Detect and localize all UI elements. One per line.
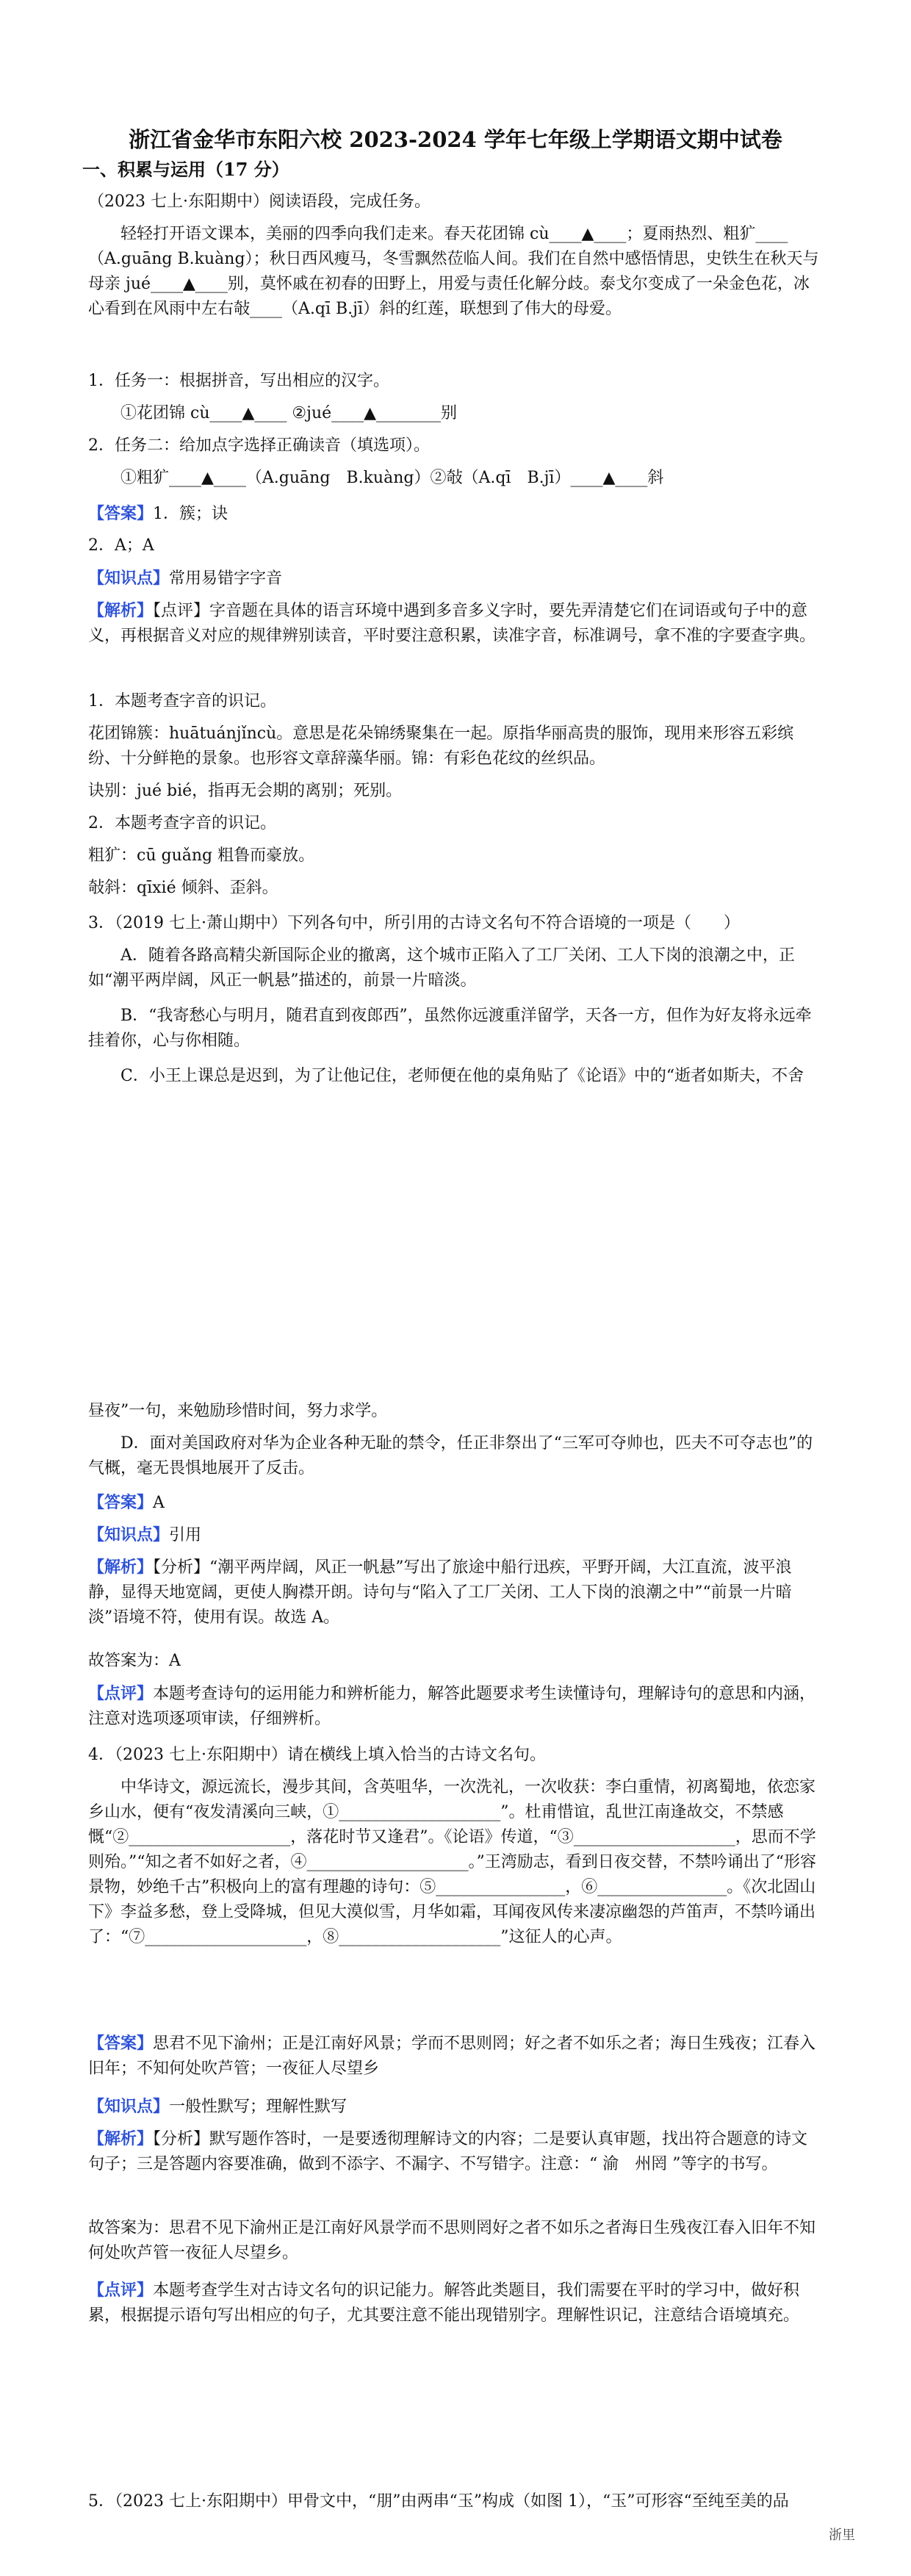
q4-final: 故答案为：思君不见下渝州正是江南好风景学而不思则罔好之者不如乐之者海日生残夜江春入旧年不知何处吹芦管一夜征人尽望乡。: [88, 2219, 816, 2262]
q1-task2: 2．任务二：给加点字选择正确读音（填选项）。: [88, 436, 430, 455]
q3-answer: [88, 1490, 823, 1516]
knowledge-text: 常用易错字字音: [169, 569, 283, 588]
knowledge-text: 一般性默写；理解性默写: [169, 2098, 348, 2116]
knowledge-tag: 【知识点】: [88, 2097, 170, 2116]
answer-text: 思君不见下渝州；正是江南好风景；学而不思则罔；好之者不如乐之者；海日生残夜；江春入旧年；不知何处吹芦管；一夜征人尽望乡: [88, 2034, 816, 2078]
q3-analysis: [88, 1555, 823, 1630]
q3-option-a: A．随着各路高精尖新国际企业的撤离，这个城市正陷入了工厂关闭、工人下岗的浪潮之中，正如“潮平两岸阔，风正一帆悬”描述的，前景一片暗淡。: [88, 946, 795, 990]
q4-passage: 中华诗文，源远流长，漫步其间，含英咀华，一次洗礼，一次收获：李白重情，初离蜀地，依恋家乡山水，便有“夜发清溪向三峡，①____________________”。杜甫惜谊，乱世江南逢故交，不禁感慨“②____________________，落花时节又逢君”。《论语》传道，“③____________________，思而不学则殆。”“知之者不如好之者，④____________________。”王湾励志，看到日夜交替，不禁吟诵出了“形容景物，妙绝千古”积极向上的富有理趣的诗句：⑤________________，⑥________________。《次北固山下》李益多愁，登上受降城，但见大漠似雪，月华如霜，耳闻夜风传来凄凉幽怨的芦笛声，不禁吟诵出了：“⑦____________________，⑧____________________”这征人的心声。: [88, 1778, 816, 1946]
q1-task1-items: ①花团锦 cù____▲____ ②jué____▲________别: [120, 404, 458, 422]
q1-a2-title: 2．本题考查字音的识记。: [88, 814, 276, 832]
answer-tag: 【答案】: [88, 1493, 154, 1512]
q3-final: 故答案为：A: [88, 1652, 181, 1670]
q1-a1-line1: 花团锦簇：huātuánjǐncù。意思是花朵锦绣聚集在一起。原指华丽高贵的服饰，现用来形容五彩缤纷、十分鲜艳的景象。也形容文章辞藻华丽。锦：有彩色花纹的丝织品。: [88, 724, 794, 768]
knowledge-text: 引用: [169, 1526, 202, 1544]
analysis-text: 【点评】字音题在具体的语言环境中遇到多音多义字时，要先弄清楚它们在词语或句子中的意义，再根据音义对应的规律辨别读音，平时要注意积累，读准字音，标准调号，拿不准的字要查字典。: [88, 602, 816, 645]
q1-analysis: [88, 598, 823, 649]
analysis-tag: 【解析】: [88, 601, 154, 620]
q4-analysis: [88, 2126, 823, 2177]
knowledge-tag: 【知识点】: [88, 569, 170, 588]
analysis-tag: 【解析】: [88, 2129, 154, 2148]
page-footer: 浙里: [829, 2528, 855, 2543]
comment-tag: 【点评】: [88, 1684, 154, 1703]
q3-knowledge-point: [88, 1522, 823, 1548]
q1-a2-line1: 粗犷：cū guǎng 粗鲁而豪放。: [88, 846, 315, 865]
q4-answer: [88, 2031, 823, 2082]
q1-knowledge-point: [88, 566, 823, 591]
q4-stem: 4．（2023 七上·东阳期中）请在横线上填入恰当的古诗文名句。: [88, 1746, 546, 1764]
comment-tag: 【点评】: [88, 2281, 154, 2300]
q1-answer: [88, 501, 823, 527]
q5-stem: 5．（2023 七上·东阳期中）甲骨文中，“朋”由两串“玉”构成（如图 1），“玉”可形容“至纯至美的品: [88, 2492, 789, 2511]
q4-knowledge-point: [88, 2094, 823, 2120]
q3-option-b: B．“我寄愁心与明月，随君直到夜郎西”，虽然你远渡重洋留学，天各一方，但作为好友将永远牵挂着你，心与你相随。: [88, 1007, 812, 1050]
answer-tag: 【答案】: [88, 504, 154, 523]
q4-comment: [88, 2278, 823, 2328]
q3-stem: 3．（2019 七上·萧山期中）下列各句中，所引用的古诗文名句不符合语境的一项是（ ）: [88, 914, 740, 932]
q1-task1: 1．任务一：根据拼音，写出相应的汉字。: [88, 372, 389, 390]
answer-text: A: [153, 1494, 165, 1512]
q1-a1-line2: 诀别：jué bié，指再无会期的离别；死别。: [88, 782, 403, 800]
q3-option-d: D．面对美国政府对华为企业各种无耻的禁令，任正非祭出了“三军可夺帅也，匹夫不可夺志也”的气概，毫无畏惧地展开了反击。: [88, 1434, 813, 1478]
q1-intro: （2023 七上·东阳期中）阅读语段，完成任务。: [88, 193, 431, 211]
page-title: 浙江省金华市东阳六校 2023-2024 学年七年级上学期语文期中试卷: [129, 127, 782, 152]
answer-tag: 【答案】: [88, 2034, 154, 2053]
comment-text: 本题考查学生对古诗文名句的识记能力。解答此类题目，我们需要在平时的学习中，做好积累，根据提示语句写出相应的句子，尤其要注意不能出现错别字。理解性识记，注意结合语境填充。: [88, 2281, 800, 2325]
q1-a1-title: 1．本题考查字音的识记。: [88, 692, 276, 710]
q3-option-c: C．小王上课总是迟到，为了让他记住，老师便在他的桌角贴了《论语》中的“逝者如斯夫，不舍: [120, 1067, 804, 1085]
analysis-text: 【分析】“潮平两岸阔，风正一帆悬”写出了旅途中船行迅疾，平野开阔，大江直流，波平浪静，显得天地宽阔，更使人胸襟开朗。诗句与“陷入了工厂关闭、工人下岗的浪潮之中”“前景一片暗淡”语境不符，使用有误。故选 A。: [88, 1558, 792, 1627]
q1-answer-2: 2．A；A: [88, 536, 154, 555]
analysis-tag: 【解析】: [88, 1558, 154, 1577]
answer-text: 1．簇；诀: [153, 505, 228, 523]
q3-option-c-cont: 昼夜”一句，来勉励珍惜时间，努力求学。: [88, 1402, 388, 1420]
q1-task2-items: ①粗犷____▲____（A.guāng B.kuàng）②敧（A.qī B.jī）____▲____斜: [120, 469, 664, 487]
q1-passage: 轻轻打开语文课本，美丽的四季向我们走来。春天花团锦 cù____▲____；夏雨热烈、粗犷____（A.guāng B.kuàng）；秋日西风瘦马，冬雪飘然莅临人间。我们在自然中感悟情思，史铁生在秋天与母亲 jué____▲____别，莫怀戚在初春的田野上，用爱与责任化解分歧。泰戈尔变成了一朵金色花，冰心看到在风雨中左右敧____（A.qī B.jī）斜的红莲，联想到了伟大的母爱。: [88, 225, 819, 318]
knowledge-tag: 【知识点】: [88, 1525, 170, 1544]
page-gap: [0, 1205, 911, 1381]
q1-a2-line2: 敧斜：qīxié 倾斜、歪斜。: [88, 879, 278, 897]
analysis-text: 【分析】默写题作答时，一是要透彻理解诗文的内容；二是要认真审题，找出符合题意的诗文句子；三是答题内容要准确，做到不添字、不漏字、不写错字。注意：“ 渝 州罔 ”等字的书写。: [88, 2130, 808, 2173]
comment-text: 本题考查诗句的运用能力和辨析能力，解答此题要求考生读懂诗句，理解诗句的意思和内涵，注意对选项逐项审读，仔细辨析。: [88, 1685, 816, 1728]
section-heading: 一、积累与运用（17 分）: [82, 159, 289, 180]
q3-comment: [88, 1681, 823, 1732]
